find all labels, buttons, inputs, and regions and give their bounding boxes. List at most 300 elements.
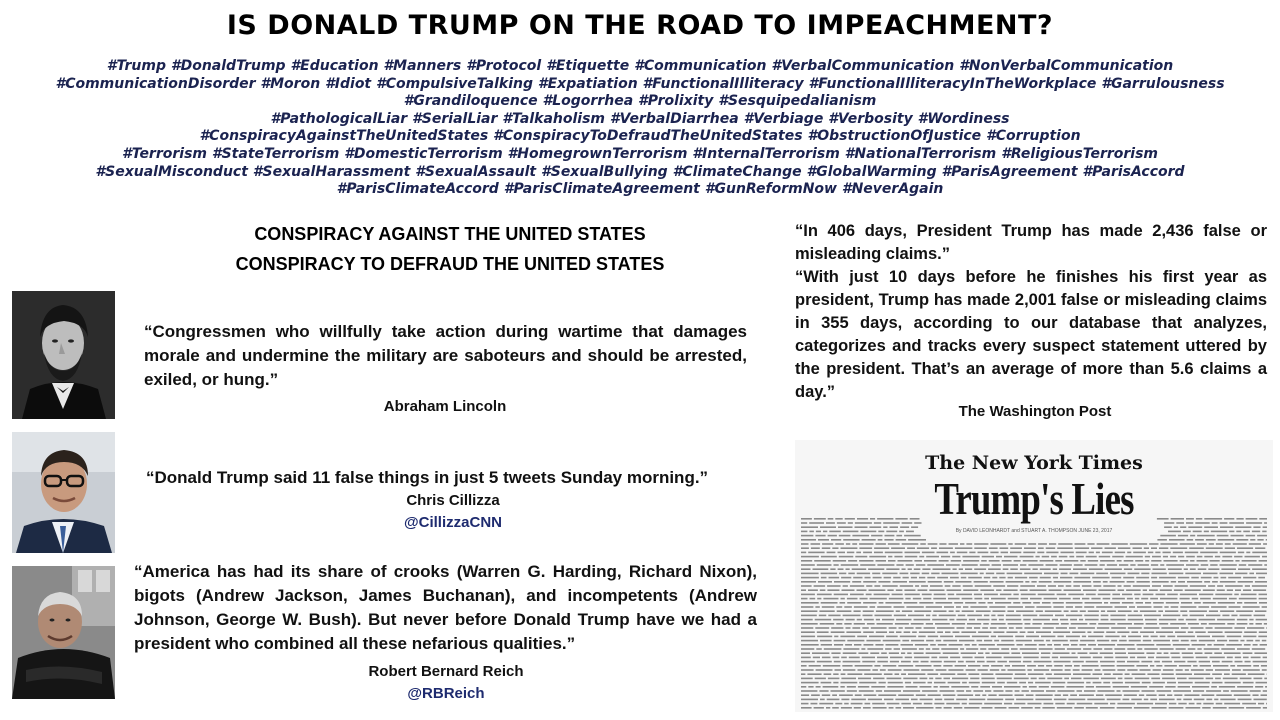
nyt-text-line [1049, 543, 1056, 545]
nyt-text-line [1035, 707, 1041, 709]
nyt-text-line [884, 673, 893, 675]
nyt-text-line [1025, 644, 1037, 646]
nyt-text-line [866, 594, 872, 596]
nyt-text-line [841, 678, 856, 680]
nyt-text-line [1208, 585, 1215, 587]
nyt-text-line [1151, 560, 1161, 562]
nyt-text-line [863, 631, 874, 633]
nyt-text-line [838, 552, 846, 554]
nyt-text-line [1225, 585, 1243, 587]
nyt-text-line [1046, 690, 1055, 692]
nyt-text-line [1187, 661, 1196, 663]
nyt-text-line [843, 652, 857, 654]
nyt-text-line [1083, 648, 1091, 650]
nyt-text-line [1182, 657, 1193, 659]
nyt-text-line [1186, 619, 1197, 621]
nyt-text-line [924, 560, 937, 562]
nyt-text-line [1087, 699, 1104, 701]
nyt-text-line [926, 648, 930, 650]
nyt-text-line [1177, 699, 1182, 701]
nyt-text-line [907, 547, 915, 549]
nyt-text-line [859, 543, 873, 545]
nyt-text-line [1091, 547, 1102, 549]
nyt-text-line [1032, 623, 1041, 625]
nyt-text-line [917, 547, 929, 549]
nyt-text-line [988, 602, 993, 604]
nyt-text-line [1106, 631, 1115, 633]
nyt-text-line [1177, 678, 1187, 680]
nyt-text-line [1086, 707, 1098, 709]
nyt-text-line [851, 703, 863, 705]
nyt-text-line [1055, 703, 1064, 705]
nyt-text-line [1036, 694, 1053, 696]
nyt-text-line [966, 648, 978, 650]
nyt-text-line [1086, 661, 1098, 663]
nyt-text-line [1059, 556, 1068, 558]
nyt-text-line [1154, 606, 1163, 608]
nyt-text-line [801, 598, 808, 600]
nyt-text-line [801, 568, 811, 570]
nyt-text-line [1208, 568, 1219, 570]
nyt-text-line [913, 703, 922, 705]
nyt-text-line [801, 627, 813, 629]
nyt-text-line [893, 581, 908, 583]
nyt-text-line [989, 547, 998, 549]
nyt-text-line [977, 619, 989, 621]
nyt-text-line [839, 535, 851, 537]
nyt-text-line [1098, 623, 1115, 625]
nyt-text-line [949, 610, 954, 612]
nyt-text-line [1073, 661, 1084, 663]
nyt-text-line [1203, 573, 1218, 575]
nyt-text-line [1188, 648, 1196, 650]
nyt-text-line [855, 556, 867, 558]
nyt-text-line [819, 615, 827, 617]
nyt-text-line [939, 560, 949, 562]
nyt-text-line [887, 703, 900, 705]
nyt-text-line [1255, 686, 1263, 688]
nyt-text-line [1203, 589, 1215, 591]
nyt-text-line [992, 652, 1010, 654]
nyt-text-line [1199, 661, 1210, 663]
nyt-text-line [1114, 648, 1125, 650]
nyt-text-line [1165, 610, 1178, 612]
nyt-text-line [1259, 602, 1267, 604]
nyt-text-line [952, 556, 960, 558]
nyt-text-line [1064, 610, 1069, 612]
nyt-text-line [896, 707, 902, 709]
nyt-text-line [944, 699, 954, 701]
nyt-text-line [852, 568, 867, 570]
nyt-text-line [894, 615, 906, 617]
nyt-text-line [1134, 568, 1150, 570]
nyt-text-line [870, 606, 876, 608]
nyt-text-line [1161, 627, 1179, 629]
nyt-text-line [908, 673, 925, 675]
nyt-text-line [904, 535, 921, 537]
nyt-text-line [944, 661, 956, 663]
nyt-text-line [889, 631, 894, 633]
nyt-text-line [844, 606, 852, 608]
nyt-text-line [1011, 652, 1020, 654]
nyt-text-line [1243, 589, 1251, 591]
nyt-text-line [979, 644, 995, 646]
nyt-text-line [1110, 703, 1115, 705]
nyt-text-line [1256, 623, 1262, 625]
nyt-text-line [1255, 581, 1267, 583]
nyt-text-line [1168, 568, 1182, 570]
nyt-text-line [960, 648, 964, 650]
nyt-text-line [1001, 669, 1005, 671]
nyt-text-line [1019, 682, 1026, 684]
nyt-text-line [1064, 678, 1069, 680]
nyt-text-line [887, 678, 902, 680]
nyt-text-line [1249, 623, 1253, 625]
nyt-text-line [847, 690, 857, 692]
nyt-text-line [1205, 652, 1213, 654]
nyt-text-line [1117, 644, 1134, 646]
nyt-text-line [1185, 589, 1201, 591]
nyt-text-line [822, 694, 830, 696]
nyt-text-line [1117, 661, 1125, 663]
nyt-text-line [1174, 589, 1183, 591]
nyt-text-line [801, 661, 815, 663]
nyt-text-line [908, 539, 926, 541]
nyt-text-line [1254, 678, 1263, 680]
nyt-text-line [1118, 547, 1131, 549]
nyt-text-line [1075, 606, 1082, 608]
nyt-text-line [908, 615, 924, 617]
nyt-text-line [982, 694, 986, 696]
nyt-text-line [1167, 636, 1175, 638]
nyt-text-line [1061, 552, 1074, 554]
nyt-text-line [1125, 673, 1130, 675]
nyt-text-line [1197, 703, 1202, 705]
nyt-text-line [995, 602, 1011, 604]
nyt-text-line [1187, 539, 1194, 541]
nyt-text-line [1100, 652, 1113, 654]
nyt-text-line [1134, 594, 1140, 596]
nyt-text-line [933, 598, 946, 600]
nyt-text-line [990, 581, 1004, 583]
nyt-text-line [1143, 589, 1147, 591]
nyt-text-line [974, 547, 987, 549]
nyt-text-line [1194, 673, 1210, 675]
nyt-text-line [1060, 619, 1068, 621]
nyt-text-line [1075, 543, 1086, 545]
nyt-text-line [1098, 644, 1115, 646]
nyt-text-line [992, 577, 997, 579]
nyt-text-line [969, 552, 975, 554]
nyt-text-line [1118, 585, 1122, 587]
nyt-text-line [1189, 547, 1204, 549]
nyt-text-line [1152, 581, 1169, 583]
nyt-text-line [1206, 690, 1221, 692]
nyt-text-line [1089, 568, 1103, 570]
nyt-text-line [962, 682, 967, 684]
nyt-text-line [1088, 560, 1098, 562]
nyt-text-line [962, 703, 967, 705]
nyt-text-line [801, 673, 805, 675]
nyt-text-line [851, 699, 866, 701]
nyt-text-line [834, 594, 848, 596]
nyt-text-line [913, 598, 922, 600]
nyt-text-line [877, 661, 888, 663]
nyt-text-line [1222, 661, 1233, 663]
nyt-text-line [1160, 636, 1166, 638]
nyt-text-line [1156, 594, 1166, 596]
nyt-text-line [980, 564, 990, 566]
nyt-text-line [1074, 564, 1083, 566]
nyt-text-line [1253, 589, 1266, 591]
nyt-text-line [1130, 564, 1135, 566]
nyt-text-line [931, 547, 937, 549]
nyt-text-line [1054, 673, 1071, 675]
nyt-text-line [1063, 694, 1068, 696]
nyt-text-line [1073, 568, 1087, 570]
nyt-text-line [1190, 535, 1195, 537]
nyt-text-line [1206, 699, 1212, 701]
nyt-text-line [1160, 543, 1177, 545]
nyt-text-line [1015, 673, 1026, 675]
nyt-text-line [1044, 573, 1059, 575]
nyt-text-line [1159, 619, 1177, 621]
nyt-text-line [862, 661, 875, 663]
nyt-text-line [818, 539, 829, 541]
nyt-text-line [894, 606, 905, 608]
nyt-text-line [815, 678, 826, 680]
nyt-text-line [1023, 686, 1027, 688]
nyt-text-line [1066, 602, 1083, 604]
nyt-text-line [896, 539, 907, 541]
nyt-text-line [879, 602, 884, 604]
nyt-text-line [1169, 703, 1176, 705]
nyt-text-line [999, 694, 1013, 696]
nyt-text-line [888, 560, 896, 562]
nyt-text-line [833, 657, 840, 659]
nyt-text-line [1216, 703, 1223, 705]
nyt-text-line [878, 694, 896, 696]
nyt-text-line [963, 589, 978, 591]
nyt-text-line [1210, 560, 1220, 562]
nyt-text-line [1137, 581, 1150, 583]
nyt-text-line [988, 694, 996, 696]
nyt-text-line [1185, 573, 1201, 575]
nyt-text-line [1012, 665, 1025, 667]
nyt-text-line [817, 564, 832, 566]
nyt-text-line [919, 556, 924, 558]
nyt-text-line [977, 640, 983, 642]
nyt-text-line [958, 615, 966, 617]
nyt-text-line [1031, 690, 1044, 692]
nyt-text-line [950, 577, 959, 579]
nyt-text-line [852, 543, 857, 545]
nyt-text-line [1077, 690, 1083, 692]
nyt-text-line [876, 619, 880, 621]
nyt-text-line [1144, 547, 1149, 549]
nyt-text-line [1030, 598, 1042, 600]
hashtag-line: #ConspiracyAgainstTheUnitedStates #ConspiracyToDefraudTheUnitedStates #ObstructionOfJustice #Corruption [199, 128, 1081, 145]
nyt-text-line [902, 543, 919, 545]
nyt-text-line [991, 615, 995, 617]
nyt-text-line [1036, 631, 1051, 633]
nyt-text-line [1025, 581, 1029, 583]
nyt-text-line [1052, 652, 1069, 654]
nyt-text-line [1097, 640, 1109, 642]
nyt-text-line [1086, 594, 1096, 596]
nyt-text-line [864, 673, 882, 675]
nyt-text-line [1007, 682, 1017, 684]
nyt-text-line [1093, 581, 1101, 583]
nyt-text-line [1133, 585, 1150, 587]
nyt-text-line [1226, 644, 1241, 646]
nyt-text-line [885, 648, 892, 650]
nyt-text-line [843, 661, 861, 663]
nyt-text-line [988, 568, 1001, 570]
nyt-text-line [870, 652, 879, 654]
nyt-text-line [1159, 694, 1166, 696]
nyt-text-line [1071, 644, 1078, 646]
nyt-text-line [1094, 703, 1108, 705]
nyt-text-line [808, 686, 813, 688]
nyt-text-line [993, 631, 1004, 633]
nyt-text-line [1013, 602, 1020, 604]
nyt-text-line [1153, 640, 1170, 642]
nyt-text-line [1008, 623, 1023, 625]
nyt-text-line [1218, 602, 1235, 604]
nyt-text-line [874, 585, 880, 587]
nyt-text-line [1027, 665, 1036, 667]
nyt-text-line [1128, 615, 1142, 617]
nyt-text-line [1235, 589, 1241, 591]
nyt-clipping [795, 440, 1273, 712]
nyt-text-line [1250, 690, 1261, 692]
nyt-text-line [1105, 568, 1122, 570]
nyt-text-line [1022, 602, 1031, 604]
nyt-text-line [940, 686, 950, 688]
nyt-text-line [1152, 573, 1167, 575]
nyt-text-line [914, 652, 924, 654]
nyt-text-line [1016, 640, 1032, 642]
nyt-text-line [857, 573, 870, 575]
nyt-text-line [1212, 636, 1225, 638]
nyt-text-line [893, 577, 900, 579]
nyt-text-line [1189, 678, 1204, 680]
nyt-text-line [1144, 648, 1157, 650]
nyt-text-line [1112, 556, 1123, 558]
nyt-text-line [1036, 606, 1051, 608]
nyt-text-line [901, 673, 906, 675]
nyt-text-line [1085, 619, 1099, 621]
nyt-text-line [801, 577, 819, 579]
nyt-text-line [1022, 652, 1039, 654]
nyt-text-line [1266, 539, 1267, 541]
nyt-text-line [841, 657, 847, 659]
nyt-text-line [1246, 552, 1250, 554]
nyt-text-line [1124, 568, 1132, 570]
nyt-text-line [1101, 665, 1115, 667]
nyt-text-line [1096, 552, 1100, 554]
nyt-text-line [1246, 707, 1261, 709]
nyt-text-line [1169, 539, 1185, 541]
nyt-text-line [1235, 657, 1241, 659]
nyt-text-line [819, 703, 833, 705]
nyt-text-line [1014, 703, 1025, 705]
nyt-text-line [1054, 699, 1067, 701]
nyt-text-line [1215, 556, 1220, 558]
nyt-text-line [1239, 598, 1257, 600]
nyt-text-line [1146, 694, 1156, 696]
nyt-text-line [1010, 552, 1021, 554]
nyt-text-line [956, 619, 967, 621]
nyt-text-line [1191, 669, 1204, 671]
nyt-text-line [1199, 640, 1215, 642]
nyt-text-line [814, 560, 831, 562]
nyt-text-line [904, 589, 915, 591]
nyt-text-line [1245, 585, 1250, 587]
nyt-text-line [1224, 652, 1241, 654]
nyt-text-line [1213, 665, 1228, 667]
nyt-text-line [962, 610, 974, 612]
nyt-text-line [957, 627, 965, 629]
nyt-text-line [1235, 661, 1243, 663]
nyt-text-line [801, 699, 818, 701]
nyt-text-line [871, 627, 887, 629]
nyt-text-line [990, 627, 997, 629]
nyt-text-line [833, 619, 844, 621]
nyt-text-line [1073, 673, 1091, 675]
nyt-text-line [924, 703, 933, 705]
reich-handle: @RBReich [407, 685, 485, 702]
nyt-text-line [831, 631, 845, 633]
nyt-text-line [865, 703, 871, 705]
nyt-text-line [1099, 589, 1116, 591]
nyt-text-line [811, 547, 820, 549]
nyt-text-line [1249, 619, 1253, 621]
nyt-text-line [955, 665, 966, 667]
nyt-text-line [1206, 627, 1213, 629]
nyt-text-line [1241, 594, 1257, 596]
nyt-text-line [875, 644, 883, 646]
nyt-text-line [1138, 564, 1149, 566]
nyt-text-line [1170, 547, 1187, 549]
nyt-text-line [867, 623, 875, 625]
nyt-text-line [801, 652, 810, 654]
nyt-text-line [945, 585, 951, 587]
nyt-text-line [968, 577, 982, 579]
nyt-text-line [1247, 640, 1254, 642]
nyt-text-line [1080, 640, 1095, 642]
nyt-text-line [941, 648, 958, 650]
nyt-text-line [980, 686, 990, 688]
nyt-text-line [1102, 552, 1113, 554]
nyt-text-line [1173, 552, 1183, 554]
nyt-text-line [824, 648, 842, 650]
nyt-text-line [1188, 623, 1199, 625]
nyt-text-line [981, 678, 994, 680]
nyt-text-line [1111, 627, 1126, 629]
nyt-text-line [828, 535, 837, 537]
nyt-text-line [918, 636, 926, 638]
nyt-text-line [1071, 610, 1078, 612]
nyt-text-line [920, 699, 933, 701]
nyt-text-line [1104, 673, 1111, 675]
nyt-text-line [1023, 615, 1038, 617]
nyt-text-line [905, 627, 914, 629]
nyt-text-line [808, 589, 818, 591]
nyt-text-line [1053, 606, 1063, 608]
nyt-text-line [1105, 547, 1116, 549]
